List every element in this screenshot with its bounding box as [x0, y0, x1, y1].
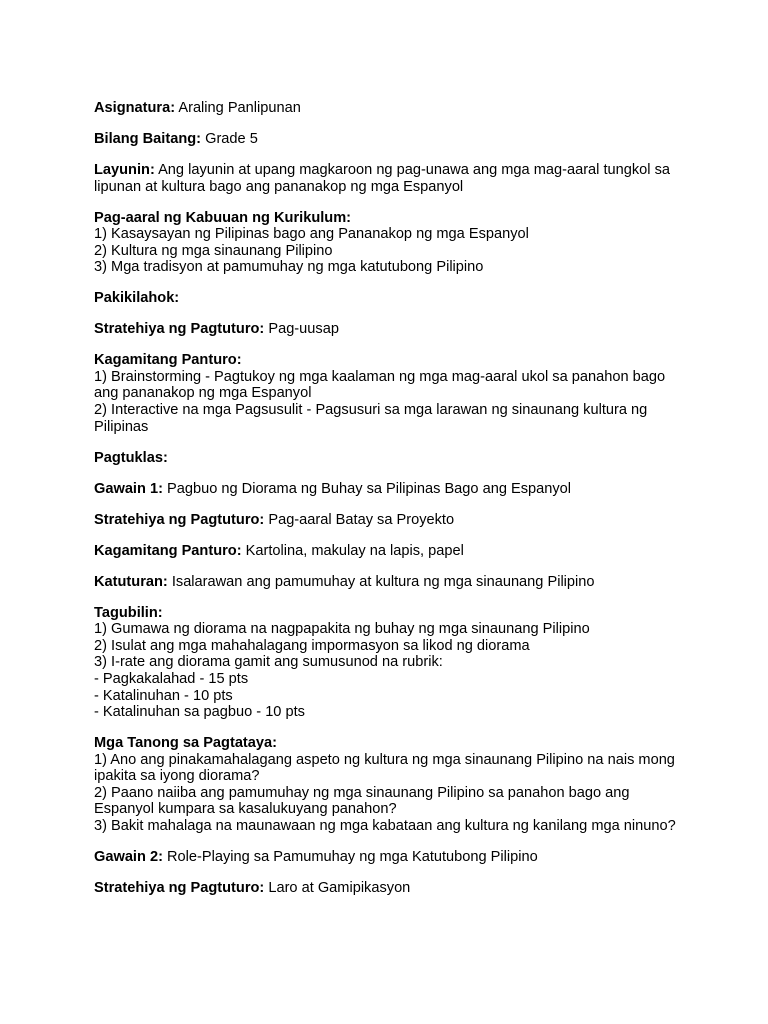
document-page	[94, 100, 684, 911]
gawain-2-paragraph	[94, 849, 684, 866]
kurikulum-section	[94, 210, 684, 276]
gawain-1-paragraph	[94, 481, 684, 498]
gawain-2-label: Gawain 2:	[94, 849, 163, 866]
layunin-label: Layunin:	[94, 161, 155, 178]
katuturan-paragraph	[94, 574, 684, 591]
pakikilahok-heading: Pakikilahok:	[94, 290, 180, 307]
asignatura-value: Araling Panlipunan	[178, 100, 301, 116]
kurikulum-item: 1) Kasaysayan ng Pilipinas bago ang Pananakop ng mga Espanyol	[94, 226, 529, 243]
layunin-value: Ang layunin at upang magkaroon ng pag-unawa ang mga mag-aaral tungkol sa lipunan at kultura bago ang pananakop ng mga Espanyol	[94, 161, 670, 195]
stratehiya-value: Laro at Gamipikasyon	[268, 880, 411, 897]
asignatura-paragraph	[94, 100, 684, 117]
tagubilin-heading: Tagubilin:	[94, 604, 163, 621]
tagubilin-item: 1) Gumawa ng diorama na nagpapakita ng buhay ng mga sinaunang Pilipino	[94, 621, 590, 638]
tanong-item: 3) Bakit mahalaga na maunawaan ng mga kabataan ang kultura ng kanilang mga ninuno?	[94, 818, 676, 835]
bilang-baitang-paragraph	[94, 131, 684, 148]
gawain-2-value: Role-Playing sa Pamumuhay ng mga Katutubong Pilipino	[167, 849, 538, 866]
tagubilin-item: 2) Isulat ang mga mahahalagang impormasyon sa likod ng diorama	[94, 637, 530, 654]
kagamitan-label: Kagamitang Panturo:	[94, 542, 242, 559]
tagubilin-section	[94, 605, 684, 721]
bilang-baitang-label: Bilang Baitang:	[94, 130, 202, 147]
kagamitan-item: 1) Brainstorming - Pagtukoy ng mga kaalaman ng mga mag-aaral ukol sa panahon bago ang pananakop ng mga Espanyol	[94, 368, 666, 402]
rubric-item: - Katalinuhan - 10 pts	[94, 687, 233, 704]
rubric-item: - Pagkakalahad - 15 pts	[94, 670, 249, 687]
katuturan-value: Isalarawan ang pamumuhay at kultura ng mga sinaunang Pilipino	[171, 573, 595, 590]
tanong-item: 2) Paano naiiba ang pamumuhay ng mga sinaunang Pilipino sa panahon bago ang Espanyol kumpara sa kasalukuyang panahon?	[94, 784, 630, 818]
kagamitan-paragraph	[94, 543, 684, 560]
stratehiya-value: Pag-aaral Batay sa Proyekto	[268, 511, 455, 528]
bilang-baitang-value: Grade 5	[205, 130, 258, 147]
kurikulum-item: 3) Mga tradisyon at pamumuhay ng mga katutubong Pilipino	[94, 259, 484, 276]
gawain-1-label: Gawain 1:	[94, 480, 163, 497]
kagamitan-section	[94, 352, 684, 435]
asignatura-label: Asignatura:	[94, 100, 176, 116]
stratehiya-value: Pag-uusap	[268, 321, 339, 338]
layunin-paragraph	[94, 162, 684, 195]
tanong-item: 1) Ano ang pinakamahalagang aspeto ng kultura ng mga sinaunang Pilipino na nais mong ipakita sa iyong diorama?	[94, 751, 675, 785]
kagamitan-value: Kartolina, makulay na lapis, papel	[245, 542, 464, 559]
stratehiya-paragraph	[94, 321, 684, 338]
stratehiya-paragraph	[94, 880, 684, 897]
kurikulum-heading: Pag-aaral ng Kabuuan ng Kurikulum:	[94, 209, 352, 226]
rubric-item: - Katalinuhan sa pagbuo - 10 pts	[94, 704, 305, 721]
kurikulum-item: 2) Kultura ng mga sinaunang Pilipino	[94, 242, 333, 259]
pakikilahok-paragraph	[94, 290, 684, 307]
pagtuklas-heading: Pagtuklas:	[94, 449, 168, 466]
tagubilin-item: 3) I-rate ang diorama gamit ang sumusunod na rubrik:	[94, 654, 443, 671]
katuturan-label: Katuturan:	[94, 573, 168, 590]
tanong-heading: Mga Tanong sa Pagtataya:	[94, 735, 277, 752]
stratehiya-label: Stratehiya ng Pagtuturo:	[94, 511, 265, 528]
pagtuklas-paragraph	[94, 450, 684, 467]
kagamitan-item: 2) Interactive na mga Pagsusulit - Pagsusuri sa mga larawan ng sinaunang kultura ng Pilipinas	[94, 402, 648, 435]
stratehiya-label: Stratehiya ng Pagtuturo:	[94, 321, 265, 338]
stratehiya-paragraph	[94, 512, 684, 529]
tanong-section	[94, 735, 684, 835]
gawain-1-value: Pagbuo ng Diorama ng Buhay sa Pilipinas Bago ang Espanyol	[167, 480, 572, 497]
kagamitan-heading: Kagamitang Panturo:	[94, 352, 242, 369]
stratehiya-label: Stratehiya ng Pagtuturo:	[94, 880, 265, 897]
